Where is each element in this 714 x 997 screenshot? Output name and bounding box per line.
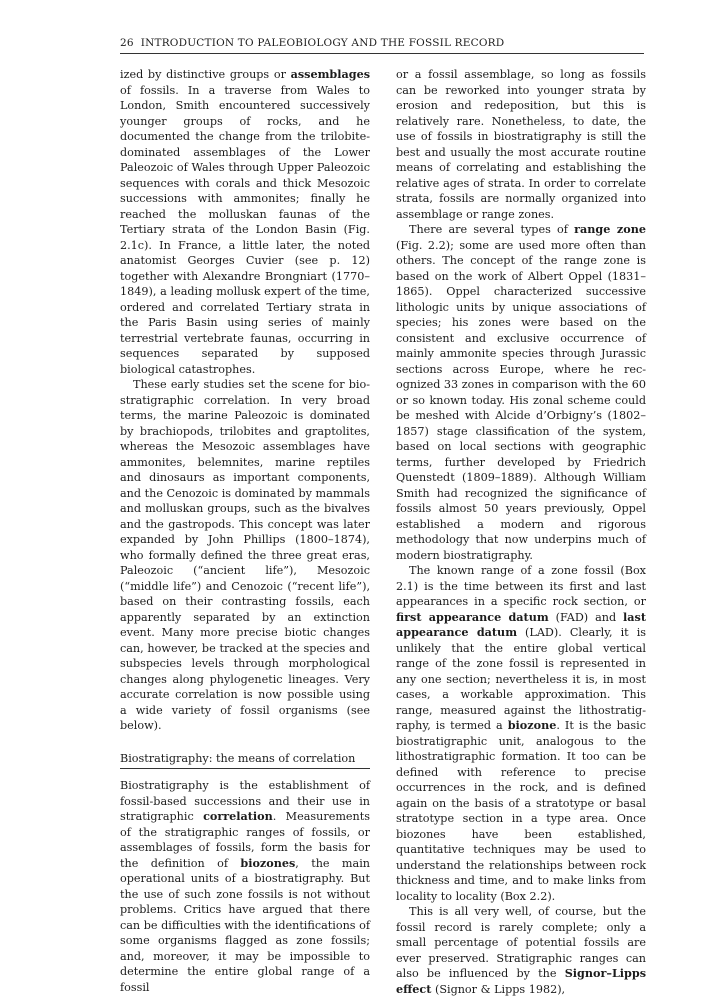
running-title: INTRODUCTION TO PALEOBIOLOGY AND THE FOSSIL RECORD [140,37,505,49]
paragraph: or a fossil assemblage, so long as fossils can be reworked into younger strata by erosion and redeposition, but this is relatively rare. Nonetheless, to date, the use of fossils in biostratigraphy is still the best and usually the most accurate routine means of correlating and establishing the relative ages of strata. In order to correlate strata, fossils are normally organized into assemblage or range zones. [396,68,646,221]
term-correlation: correlation [203,809,273,823]
term-lad: last appearance datum [396,609,646,639]
running-header [120,37,644,54]
term-fad: first appearance datum [396,609,549,624]
paragraph: Biostratigraphy is the establishment of fossil-based successions and their use in stratigraphic correlation. Measurements of the stratigraphic ranges of fossils, or assemblages of fossils, form the basis for the definition of biozones, the main operational units of a biostratigraphy. But the use of such zone fossils is not without problems. Critics have argued that there can be difficulties with the identifications of some organisms flagged as zone fossils; and, moreover, it may be impossible to determine the entire global range of a fossil [120,779,370,994]
paragraph: The known range of a zone fossil (Box 2.1) is the time between its first and last appearances in a specific rock section, or first appearance datum (FAD) and last appearance datum (LAD). Clearly, it is unlikely that the entire global vertical range of the zone fossil is represented in any one section; nevertheless it is, in most cases, a workable approximation. This range, measured against the lithostratigraphy, is termed a biozone. It is the basic biostratigraphic unit, analogous to the lithostratigraphic formation. It too can be defined with reference to precise occurrences in the rock, and is defined again on the basis of a stratotype or basal stratotype section in a type area. Once biozones have been established, quantitative techniques may be used to understand the relationships between rock thickness and time, and to make links from locality to locality (Box 2.2). [396,564,647,903]
paragraph: These early studies set the scene for biostratigraphic correlation. In very broad terms, the marine Paleozoic is dominated by brachiopods, trilobites and graptolites, whereas the Mesozoic assemblages have ammonites, belemnites, marine reptiles and dinosaurs as important components, and the Cenozoic is dominated by mammals and molluskan groups, such as the bivalves and the gastropods. This concept was later expanded by John Phillips (1800–1874), who formally defined the three great eras, Paleozoic (“ancient life”), Mesozoic (“middle life”) and Cenozoic (“recent life”), based on their contrasting fossils, each apparently separated by an extinction event. Many more precise biotic changes can, however, be tracked at the species and subspecies levels through morphological changes along phylogenetic lineages. Very accurate correlation is now possible using a wide variety of fossil organisms (see below). [120,378,370,732]
paragraph: This is all very well, of course, but the fossil record is rarely complete; only a small percentage of potential fossils are ever preserved. Stratigraphic ranges can also be influenced by the Signor–Lipps effect (Signor & Lipps 1982), [396,905,646,996]
term-assemblages: assemblages [290,67,370,81]
term-biozone: biozone [507,718,557,732]
left-column [120,67,370,995]
section-heading: Biostratigraphy: the means of correlation [120,751,370,770]
term-range-zone: range zone [574,222,646,236]
page-number: 26 [120,37,134,49]
paragraph: There are several types of range zone (Fig. 2.2); some are used more often than others. The concept of the range zone is based on the work of Albert Oppel (1831–1865). Oppel characterized successive lithologic units by unique associations of species; his zones were based on the consistent and exclusive occurrence of mainly ammonite species through Jurassic sections across Europe, where he recognized 33 zones in comparison with the 60 or so known today. His zonal scheme could be meshed with Alcide d’Orbigny’s (1802–1857) stage classification of the system, based on local sections with geographic terms, further developed by Friedrich Quenstedt (1809–1889). Although William Smith had recognized the significance of fossils almost 50 years previously, Oppel established a modern and rigorous methodology that now underpins much of modern biostratigraphy. [396,222,646,562]
right-column [396,67,646,997]
term-signor-lipps: Signor–Lipps effect [396,966,646,996]
paragraph: ized by distinctive groups or assemblages of fossils. In a traverse from Wales to London, Smith encountered successively younger groups of rocks, and he documented the change from the trilobite-dominated assemblages of the Lower Paleozoic of Wales through Upper Paleozoic sequences with corals and thick Mesozoic successions with ammonites; finally he reached the molluskan faunas of the Tertiary strata of the London Basin (Fig. 2.1c). In France, a little later, the noted anatomist Georges Cuvier (see p. 12) together with Alexandre Brongniart (1770–1849), a leading mollusk expert of the time, ordered and correlated Tertiary strata in the Paris Basin using series of mainly terrestrial vertebrate faunas, occurring in sequences separated by supposed biological catastrophes. [120,67,370,376]
term-biozones: biozones [240,855,296,870]
